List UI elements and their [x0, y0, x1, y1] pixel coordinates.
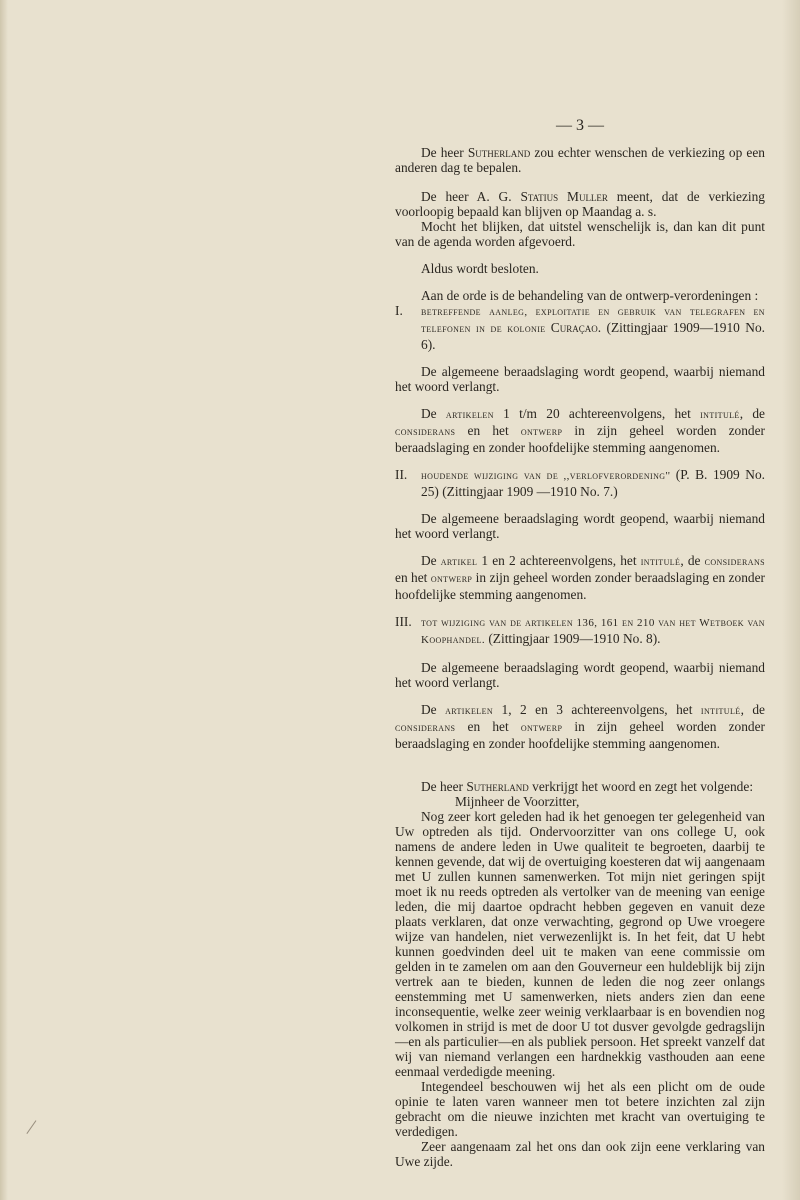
item-number: I.: [395, 303, 403, 318]
item-number: II.: [395, 467, 408, 482]
item-title: houdende wijziging van de ,,verlofverordening'' (P. B. 1909 No. 25) (Zittingjaar 1909 —1910 No. 7.): [421, 467, 765, 499]
paragraph: De algemeene beraadslaging wordt geopend, waarbij niemand het woord verlangt.: [395, 364, 765, 394]
paragraph: De algemeene beraadslaging wordt geopend, waarbij niemand het woord verlangt.: [395, 660, 765, 690]
item-number: III.: [395, 614, 412, 629]
paragraph: De heer Sutherland zou echter wenschen de verkiezing op een anderen dag te bepalen.: [395, 145, 765, 175]
speech-paragraph: Integendeel beschouwen wij het als een plicht om de oude opinie te laten varen wanneer men tot betere inzichten zal zijn gebracht om die nieuwe inzichten met kracht van overtuiging te verdedigen.: [395, 1079, 765, 1139]
text-column: [395, 118, 765, 1169]
paragraph: De artikel 1 en 2 achtereenvolgens, het intitulé, de considerans en het ontwerp in zijn geheel worden zonder beraadslaging en zonder hoofdelijke stemming aangenomen.: [395, 553, 766, 602]
paragraph: De algemeene beraadslaging wordt geopend, waarbij niemand het woord verlangt.: [395, 511, 765, 541]
list-item: [395, 303, 765, 352]
page-number: — 3 —: [556, 117, 604, 134]
list-item: [395, 467, 765, 499]
paragraph: De artikelen 1, 2 en 3 achtereenvolgens, het intitulé, de considerans en het ontwerp in zijn geheel worden zonder beraadslaging en zonder hoofdelijke stemming aangenomen.: [395, 702, 765, 751]
salutation: Mijnheer de Voorzitter,: [455, 794, 580, 809]
speech-paragraph: Zeer aangenaam zal het ons dan ook zijn eene verklaring van Uwe zijde.: [395, 1139, 765, 1169]
item-title: tot wijziging van de artikelen 136, 161 en 210 van het Wetboek van Koophandel. (Zittingjaar 1909—1910 No. 8).: [421, 617, 765, 646]
page-edge-shadow: [782, 0, 800, 1200]
speech-paragraph: Nog zeer kort geleden had ik het genoegen ter gelegenheid van Uw optreden als tijd. Ondervoorzitter van ons college U, ook namens de andere leden in Uwe qualiteit te begroeten, daarbij te kennen gevende, dat wij de overtuiging koesteren dat wij aangenaam met U zullen kunnen samenwerken. Tot mijn niet geringen spijt moet ik nu reeds optreden als vertolker van de meening van eenige leden, die mij daartoe opdracht hebben gegeven en vanuit deze plaats verklaren, dat onze verwachting, gegrond op Uwe vroegere wijze van handelen, niet verwezenlijkt is. In het feit, dat U hebt kunnen goedvinden deel uit te maken van eene commissie om gelden in te zamelen om aan den Gouverneur een huldeblijk bij zijn vertrek aan te bieden, kunnen de leden die nog zeer onlangs eenstemming met U samenwerken, niets anders zien dan eene inconsequentie, welke zeer weinig verklaarbaar is en bovendien nog volkomen in strijd is met de door U tot dusver gevolgde gedragslijn—en als particulier—en als publiek persoon. Het spreekt vanzelf dat wij van niemand verlangen een hardnekkig vasthouden aan eene eenmaal verdedigde meening.: [395, 809, 765, 1079]
item-title: betreffende aanleg, exploitatie en gebruik van telegrafen en telefonen in de kolonie Curaçao. (Zittingjaar 1909—1910 No. 6).: [421, 306, 765, 352]
list-item: [395, 614, 765, 648]
page-spine-shadow: [0, 0, 8, 1200]
paragraph: Mocht het blijken, dat uitstel wenschelijk is, dan kan dit punt van de agenda worden afgevoerd.: [395, 219, 765, 249]
paragraph: De heer A. G. Statius Muller meent, dat de verkiezing voorloopig bepaald kan blijven op Maandag a. s.: [395, 189, 765, 219]
paper-mark: [26, 1120, 44, 1139]
paragraph: Aldus wordt besloten.: [421, 261, 539, 276]
speech-intro: De heer Sutherland verkrijgt het woord en zegt het volgende:: [421, 779, 754, 794]
paragraph: De artikelen 1 t/m 20 achtereenvolgens, het intitulé, de considerans en het ontwerp in zijn geheel worden zonder beraadslaging en zonder hoofdelijke stemming aangenomen.: [395, 406, 765, 455]
paragraph: Aan de orde is de behandeling van de ontwerp-verordeningen :: [421, 288, 759, 303]
